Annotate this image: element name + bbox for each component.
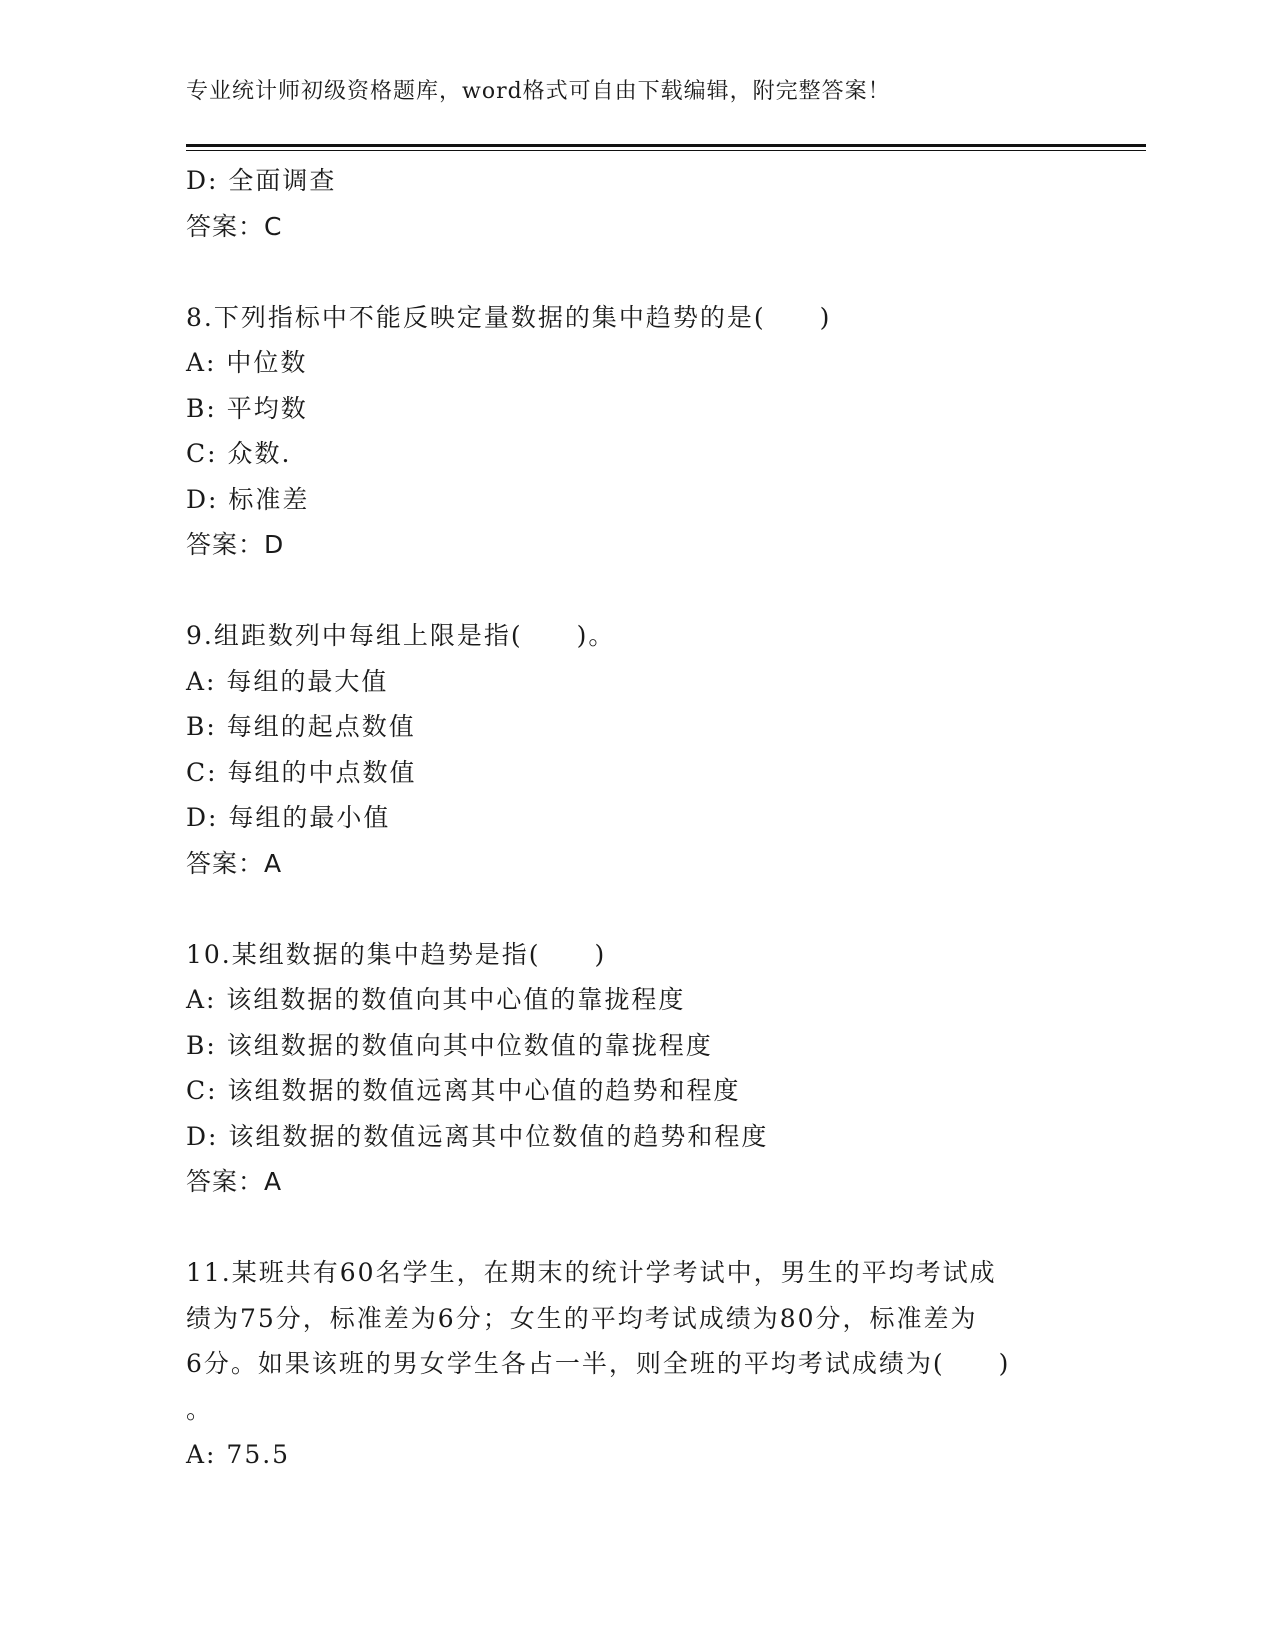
option-d: D: 全面调查 [186,166,337,195]
question-stem-line: 绩为75分，标准差为6分；女生的平均考试成绩为80分，标准差为 [186,1303,978,1333]
option-a: A: 每组的最大值 [186,666,389,696]
option-b: B: 平均数 [186,393,308,423]
question-stem-line: 。 [186,1394,214,1424]
option-c: C: 每组的中点数值 [186,757,417,787]
option-c: C: 该组数据的数值远离其中心值的趋势和程度 [186,1076,741,1105]
question-stem: 10.某组数据的集中趋势是指( ) [186,939,607,969]
header-rule-thin [186,150,1146,151]
option-d: D: 该组数据的数值远离其中位数值的趋势和程度 [186,1121,769,1151]
answer-line: 答案：C [186,211,283,241]
option-a: A: 75.5 [186,1440,291,1469]
question-stem [186,1250,1086,1432]
header-rule-thick [186,144,1146,147]
question-stem: 8.下列指标中不能反映定量数据的集中趋势的是( ) [186,302,832,332]
question-stem-line: 6分。如果该班的男女学生各占一半，则全班的平均考试成绩为( ) [186,1349,1011,1378]
answer-line: 答案：A [186,848,283,878]
option-d: D: 标准差 [186,484,310,514]
option-a: A: 该组数据的数值向其中心值的靠拢程度 [186,985,686,1014]
option-c: C: 众数. [186,439,292,468]
answer-line: 答案：D [186,530,285,559]
question-stem: 9.组距数列中每组上限是指( )。 [186,621,616,650]
question-stem-line: 11.某班共有60名学生，在期末的统计学考试中，男生的平均考试成 [186,1258,997,1287]
question-content [186,158,1086,1478]
option-a: A: 中位数 [186,348,308,377]
page-header: 专业统计师初级资格题库，word格式可自由下载编辑，附完整答案！ [186,79,891,104]
answer-line: 答案：A [186,1167,283,1196]
option-d: D: 每组的最小值 [186,803,391,832]
option-b: B: 该组数据的数值向其中位数值的靠拢程度 [186,1030,713,1060]
option-b: B: 每组的起点数值 [186,712,416,741]
